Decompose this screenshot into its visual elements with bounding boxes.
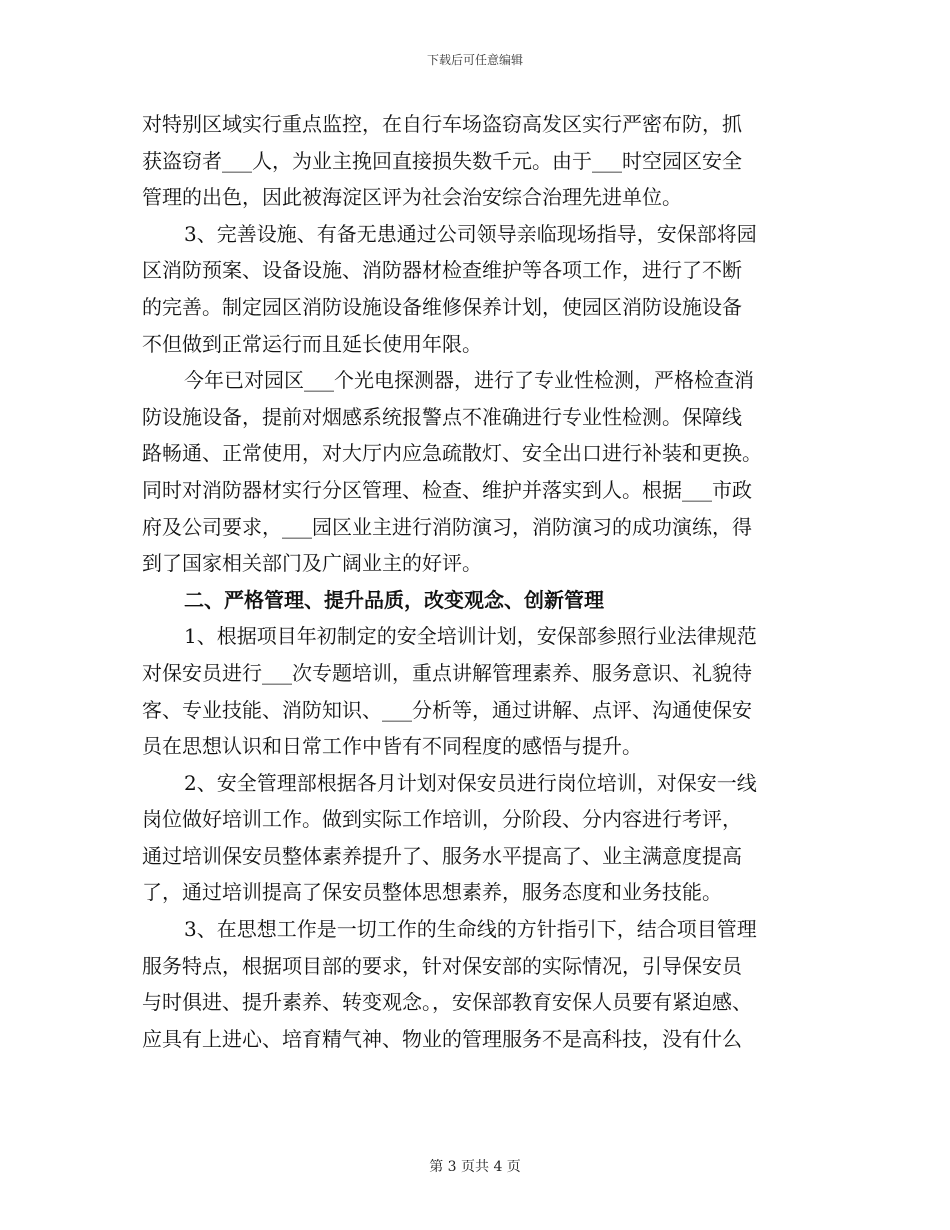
page-header: 下载后可任意编辑 — [426, 53, 523, 67]
paragraph-line: 的完善。制定园区消防设施设备维修保养计划，使园区消防设施设备 — [142, 294, 742, 319]
paragraph-line: 到了国家相关部门及广阔业主的好评。 — [142, 551, 482, 576]
document-body — [142, 106, 806, 1057]
paragraph-line: 与时俱进、提升素养、转变观念。，安保部教育安保人员要有紧迫感、 — [142, 990, 752, 1015]
page-footer: 第 3 页共 4 页 — [429, 1159, 521, 1175]
paragraph-line: 员在思想认识和日常工作中皆有不同程度的感悟与提升。 — [142, 734, 642, 759]
paragraph-line: 今年已对园区___个光电探测器，进行了专业性检测，严格检查消 — [184, 368, 754, 393]
paragraph-line: 对保安员进行___次专题培训，重点讲解管理素养、服务意识、礼貌待 — [142, 660, 752, 685]
paragraph-line: 服务特点，根据项目部的要求，针对保安部的实际情况，引导保安员 — [142, 953, 742, 978]
paragraph-line: 了，通过培训提高了保安员整体思想素养，服务态度和业务技能。 — [142, 880, 722, 905]
paragraph-line: 防设施设备，提前对烟感系统报警点不准确进行专业性检测。保障线 — [142, 404, 742, 429]
paragraph-line: 客、专业技能、消防知识、___分析等，通过讲解、点评、沟通使保安 — [142, 697, 752, 722]
paragraph-line: 3、完善设施、有备无患通过公司领导亲临现场指导，安保部将园 — [184, 221, 757, 246]
paragraph-line: 应具有上进心、培育精气神、物业的管理服务不是高科技，没有什么 — [142, 1026, 742, 1051]
paragraph-line: 通过培训保安员整体素养提升了、服务水平提高了、业主满意度提高 — [142, 843, 742, 868]
paragraph-line: 不但做到正常运行而且延长使用年限。 — [142, 331, 482, 356]
paragraph-line: 府及公司要求，___园区业主进行消防演习，消防演习的成功演练，得 — [142, 514, 752, 539]
paragraph-line: 同时对消防器材实行分区管理、检查、维护并落实到人。根据___市政 — [142, 477, 752, 502]
paragraph-line: 管理的出色，因此被海淀区评为社会治安综合治理先进单位。 — [142, 185, 682, 210]
paragraph-line: 岗位做好培训工作。做到实际工作培训，分阶段、分内容进行考评， — [142, 807, 742, 832]
paragraph-line: 对特别区域实行重点监控，在自行车场盗窃高发区实行严密布防，抓 — [142, 112, 742, 136]
paragraph-line: 1、根据项目年初制定的安全培训计划，安保部参照行业法律规范 — [184, 624, 757, 649]
paragraph-line: 区消防预案、设备设施、消防器材检查维护等各项工作，进行了不断 — [142, 258, 742, 283]
section-heading: 二、严格管理、提升品质，改变观念、创新管理 — [184, 587, 604, 612]
paragraph-line: 获盗窃者___人，为业主挽回直接损失数千元。由于___时空园区安全 — [142, 148, 742, 173]
paragraph-line: 3、在思想工作是一切工作的生命线的方针指引下，结合项目管理 — [184, 917, 757, 942]
paragraph-line: 2、安全管理部根据各月计划对保安员进行岗位培训，对保安一线 — [184, 770, 757, 795]
paragraph-line: 路畅通、正常使用，对大厅内应急疏散灯、安全出口进行补装和更换。 — [142, 441, 762, 466]
